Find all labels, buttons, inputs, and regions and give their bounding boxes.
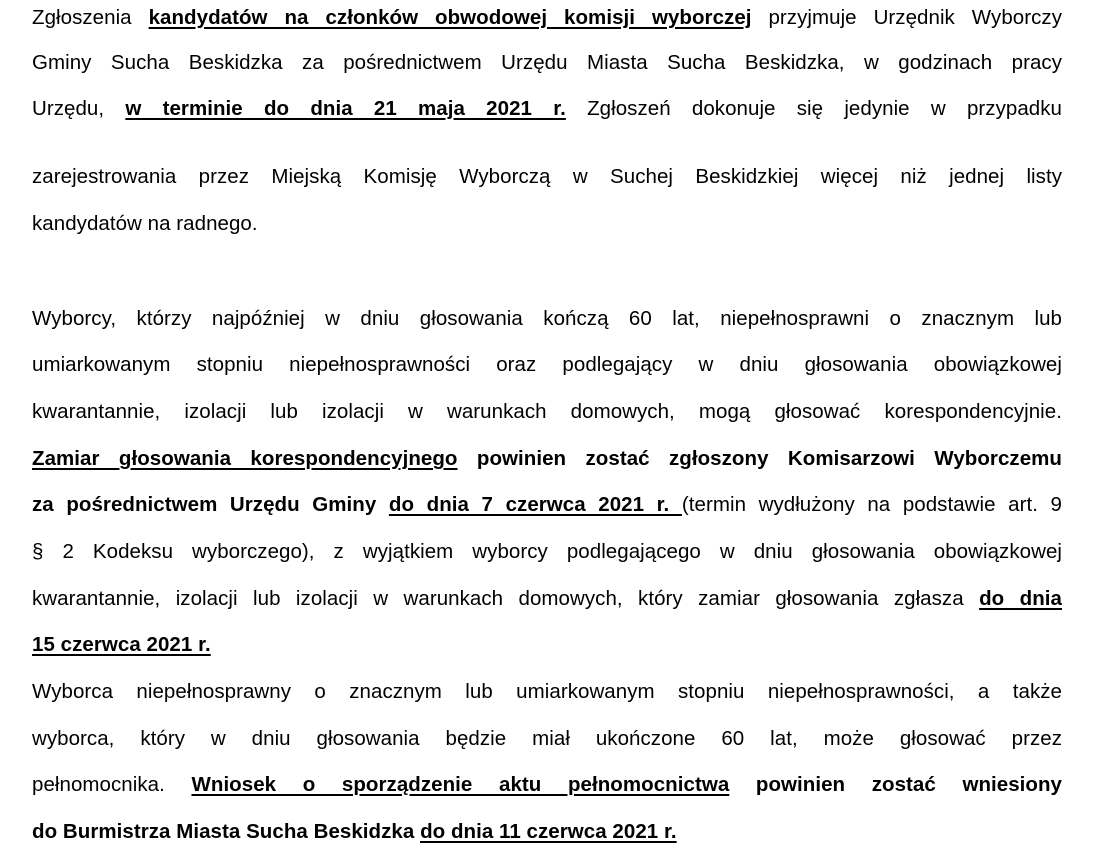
paragraph-3-line-2 xyxy=(32,726,1062,752)
paragraph-1-line-4 xyxy=(32,164,1062,190)
deadline-june-15-part-1: do dnia xyxy=(979,587,1062,610)
paragraph-3-line-4 xyxy=(32,819,1062,845)
paragraph-2-line-2 xyxy=(32,352,1062,378)
text-run: Zgłoszenia xyxy=(32,6,149,29)
paragraph-1-line-3 xyxy=(32,96,1062,122)
text-run: Zgłoszeń dokonuje się jedynie w przypadku xyxy=(565,97,1062,120)
paragraph-3-line-3 xyxy=(32,772,1062,798)
paragraph-2-line-1 xyxy=(32,306,1062,332)
text-run: wyborca, który w dniu głosowania będzie miał ukończone 60 lat, może głosować przez xyxy=(32,727,1062,750)
text-run: zarejestrowania przez Miejską Komisję Wyborczą w Suchej Beskidzkiej więcej niż jednej listy xyxy=(32,165,1062,188)
paragraph-1-line-5 xyxy=(32,211,1062,237)
text-run: (termin wydłużony na podstawie art. 9 xyxy=(681,493,1063,516)
paragraph-2-line-5 xyxy=(32,492,1062,518)
text-run-bold: powinien zostać wniesiony xyxy=(729,773,1063,796)
paragraph-2-line-8 xyxy=(32,632,1062,658)
text-run: umiarkowanym stopniu niepełnosprawności oraz podlegający w dniu głosowania obowiązkowej xyxy=(32,353,1062,376)
text-run: pełnomocnika. xyxy=(32,773,192,796)
paragraph-1-line-1 xyxy=(32,5,1062,31)
text-run: Wyborca niepełnosprawny o znacznym lub umiarkowanym stopniu niepełnosprawności, a także xyxy=(32,680,1062,703)
text-run-bold: za pośrednictwem Urzędu Gminy xyxy=(32,493,389,516)
text-run: przyjmuje Urzędnik Wyborczy xyxy=(751,6,1062,29)
deadline-june-15-part-2: 15 czerwca 2021 r. xyxy=(32,633,211,656)
text-run: Gminy Sucha Beskidzka za pośrednictwem Urzędu Miasta Sucha Beskidzka, w godzinach pracy xyxy=(32,51,1062,74)
deadline-june-11: do dnia 11 czerwca 2021 r. xyxy=(420,820,677,843)
text-run: § 2 Kodeksu wyborczego), z wyjątkiem wyborcy podlegającego w dniu głosowania obowiązkowej xyxy=(32,540,1062,563)
paragraph-3-line-1 xyxy=(32,679,1062,705)
paragraph-2-line-7 xyxy=(32,586,1062,612)
highlight-proxy-request: Wniosek o sporządzenie aktu pełnomocnictwa xyxy=(191,773,730,796)
deadline-june-7: do dnia 7 czerwca 2021 r. xyxy=(388,493,682,516)
highlight-candidates: kandydatów na członków obwodowej komisji wyborczej xyxy=(148,6,752,29)
text-run: Wyborcy, którzy najpóźniej w dniu głosowania kończą 60 lat, niepełnosprawni o znacznym lub xyxy=(32,307,1062,330)
paragraph-1-line-2 xyxy=(32,50,1062,76)
text-run: kwarantannie, izolacji lub izolacji w warunkach domowych, który zamiar głosowania zgłasza xyxy=(32,587,980,610)
paragraph-2-line-6 xyxy=(32,539,1062,565)
text-run: kandydatów na radnego. xyxy=(32,212,258,235)
text-run-bold: do Burmistrza Miasta Sucha Beskidzka xyxy=(32,820,421,843)
text-run: Urzędu, xyxy=(32,97,126,120)
paragraph-2-line-3 xyxy=(32,399,1062,425)
text-run-bold: powinien zostać zgłoszony Komisarzowi Wyborczemu xyxy=(457,447,1062,470)
text-run: kwarantannie, izolacji lub izolacji w warunkach domowych, mogą głosować korespondencyjnie. xyxy=(32,400,1062,423)
paragraph-2-line-4 xyxy=(32,446,1062,472)
deadline-may-21: w terminie do dnia 21 maja 2021 r. xyxy=(125,97,566,120)
highlight-postal-vote: Zamiar głosowania korespondencyjnego xyxy=(32,447,458,470)
